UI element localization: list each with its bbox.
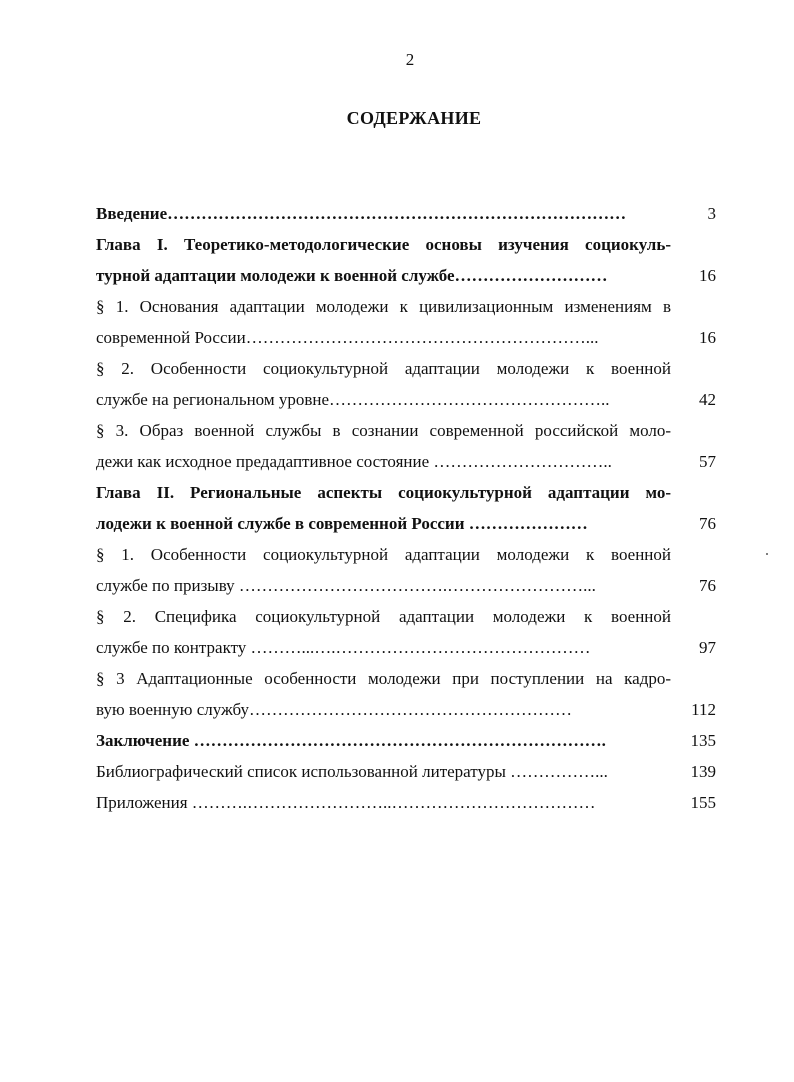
toc-entry bbox=[96, 601, 716, 663]
toc-entry-text: Глава I. Теоретико-методологические основы изучения социокуль- bbox=[96, 235, 671, 254]
toc-entry-text: Приложения ……….……………………..……………………………… bbox=[96, 793, 596, 812]
toc-entry-text: § 1. Особенности социокультурной адаптации молодежи к военной bbox=[96, 545, 671, 564]
toc-entry-line bbox=[96, 415, 716, 446]
toc-entry-line bbox=[96, 663, 716, 694]
page-number: 2 bbox=[405, 50, 415, 69]
toc-entry-line bbox=[96, 229, 716, 260]
toc-entry-text: службе на региональном уровне………………………………………….. bbox=[96, 390, 610, 409]
toc-entry-line bbox=[96, 260, 716, 291]
toc-entry-line bbox=[96, 787, 716, 818]
toc-page-number: 155 bbox=[690, 793, 716, 812]
toc-entry-text: турной адаптации молодежи к военной службе……………………… bbox=[96, 266, 608, 285]
toc-entry-line bbox=[96, 632, 716, 663]
toc-entry-text: дежи как исходное предадаптивное состояние ………………………….. bbox=[96, 452, 612, 471]
toc-entry-text: Библиографический список использованной литературы ……………... bbox=[96, 762, 608, 781]
toc-page-number: 97 bbox=[699, 638, 716, 657]
toc-entry bbox=[96, 663, 716, 725]
toc-entry-text: § 3 Адаптационные особенности молодежи при поступлении на кадро- bbox=[96, 669, 671, 688]
toc-entry-text: лодежи к военной службе в современной России ………………… bbox=[96, 514, 588, 533]
toc-page-number: 42 bbox=[699, 390, 716, 409]
toc-page-number: 139 bbox=[690, 762, 716, 781]
toc-entry-line bbox=[96, 725, 716, 756]
toc-entry bbox=[96, 198, 716, 229]
toc-entry bbox=[96, 291, 716, 353]
toc-entry-line bbox=[96, 601, 716, 632]
toc-page-number: 3 bbox=[707, 204, 716, 223]
toc-entry bbox=[96, 229, 716, 291]
toc-entry bbox=[96, 539, 716, 601]
toc-page-number: 112 bbox=[691, 700, 716, 719]
toc-entry-line bbox=[96, 384, 716, 415]
toc-entry-text: службе по призыву ……………………………….……………………... bbox=[96, 576, 596, 595]
toc-entry-line bbox=[96, 446, 716, 477]
toc-page-number: 76 bbox=[699, 514, 716, 533]
toc-entry-line bbox=[96, 756, 716, 787]
toc-entry-line bbox=[96, 353, 716, 384]
toc-entry-text: вую военную службу………………………………………………… bbox=[96, 700, 573, 719]
toc-entry bbox=[96, 725, 716, 756]
toc-entry bbox=[96, 415, 716, 477]
toc-entry bbox=[96, 756, 716, 787]
toc-entry-text: Введение……………………………………………………………………… bbox=[96, 204, 627, 223]
toc-entry-line bbox=[96, 694, 716, 725]
toc-entry-text: § 2. Особенности социокультурной адаптации молодежи к военной bbox=[96, 359, 671, 378]
toc-entry bbox=[96, 353, 716, 415]
toc-entry-text: службе по контракту ………...….……………………………………… bbox=[96, 638, 591, 657]
toc-entry bbox=[96, 477, 716, 539]
scan-speck bbox=[766, 553, 768, 555]
toc-entry-line bbox=[96, 539, 716, 570]
toc-entry-line bbox=[96, 477, 716, 508]
toc-page-number: 76 bbox=[699, 576, 716, 595]
toc-page-number: 16 bbox=[699, 266, 716, 285]
toc-page-number: 57 bbox=[699, 452, 716, 471]
toc-page-number: 135 bbox=[690, 731, 716, 750]
toc-page-number: 16 bbox=[699, 328, 716, 347]
toc-title: СОДЕРЖАНИЕ bbox=[346, 108, 482, 128]
toc-entry-text: Глава II. Региональные аспекты социокультурной адаптации мо- bbox=[96, 483, 671, 502]
toc-entry-line bbox=[96, 570, 716, 601]
toc-entry-line bbox=[96, 322, 716, 353]
table-of-contents bbox=[96, 198, 716, 818]
toc-entry-line bbox=[96, 291, 716, 322]
toc-entry-text: Заключение ………………………………………………………………. bbox=[96, 731, 606, 750]
toc-entry-text: § 1. Основания адаптации молодежи к цивилизационным изменениям в bbox=[96, 297, 671, 316]
toc-entry bbox=[96, 787, 716, 818]
toc-entry-line bbox=[96, 198, 716, 229]
toc-entry-text: § 3. Образ военной службы в сознании современной российской моло- bbox=[96, 421, 671, 440]
toc-entry-text: современной России……………………………………………………... bbox=[96, 328, 599, 347]
toc-entry-line bbox=[96, 508, 716, 539]
toc-entry-text: § 2. Специфика социокультурной адаптации молодежи к военной bbox=[96, 607, 671, 626]
